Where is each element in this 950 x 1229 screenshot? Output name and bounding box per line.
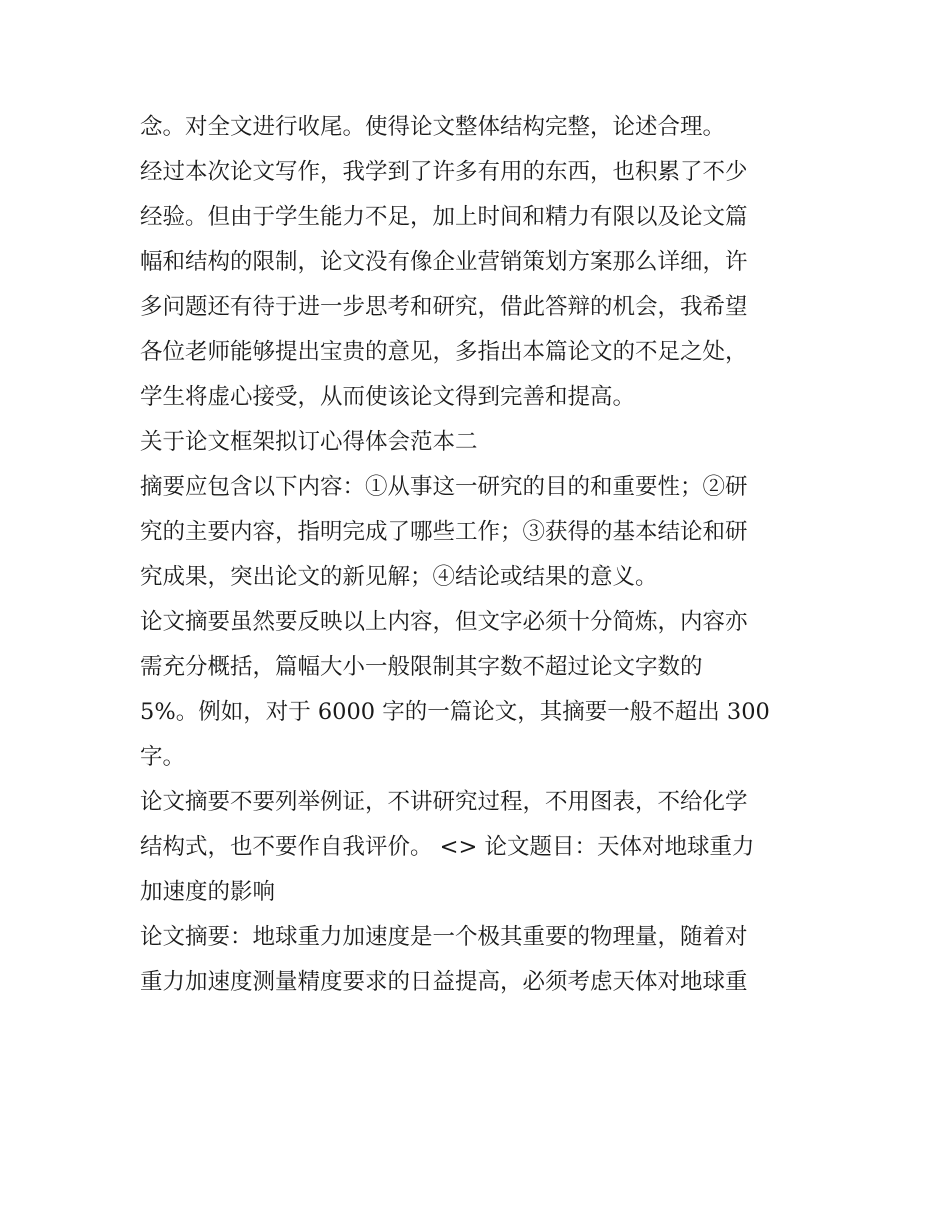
text-line: 论文摘要不要列举例证，不讲研究过程，不用图表，不给化学 — [140, 789, 748, 815]
text-line: 学生将虚心接受，从而使该论文得到完善和提高。 — [140, 384, 636, 410]
body-text — [140, 108, 820, 1001]
text-line: 经过本次论文写作，我学到了许多有用的东西，也积累了不少 — [140, 159, 748, 185]
text-line: 重力加速度测量精度要求的日益提高，必须考虑天体对地球重 — [140, 969, 748, 995]
text-line: 多问题还有待于进一步思考和研究，借此答辩的机会，我希望 — [140, 294, 748, 320]
text-line: 经验。但由于学生能力不足，加上时间和精力有限以及论文篇 — [140, 204, 748, 230]
text-line: 论文摘要：地球重力加速度是一个极其重要的物理量，随着对 — [140, 924, 748, 950]
text-line: 摘要应包含以下内容：①从事这一研究的目的和重要性；②研 — [140, 474, 748, 500]
text-line: 幅和结构的限制，论文没有像企业营销策划方案那么详细，许 — [140, 249, 748, 275]
text-line: 字。 — [140, 744, 186, 770]
text-line: 论文摘要虽然要反映以上内容，但文字必须十分简炼，内容亦 — [140, 609, 748, 635]
text-line: 究的主要内容，指明完成了哪些工作；③获得的基本结论和研 — [140, 519, 748, 545]
text-line: 念。对全文进行收尾。使得论文整体结构完整，论述合理。 — [140, 114, 726, 140]
text-line: 5%。例如，对于 6000 字的一篇论文，其摘要一般不超出 300 — [140, 699, 770, 725]
text-line: 究成果，突出论文的新见解；④结论或结果的意义。 — [140, 564, 658, 590]
text-line: 结构式，也不要作自我评价。 <> 论文题目：天体对地球重力 — [140, 834, 755, 860]
text-line: 各位老师能够提出宝贵的意见，多指出本篇论文的不足之处， — [140, 339, 748, 365]
text-line: 需充分概括，篇幅大小一般限制其字数不超过论文字数的 — [140, 654, 703, 680]
text-line: 加速度的影响 — [140, 879, 276, 905]
section-heading: 关于论文框架拟订心得体会范本二 — [140, 429, 478, 455]
